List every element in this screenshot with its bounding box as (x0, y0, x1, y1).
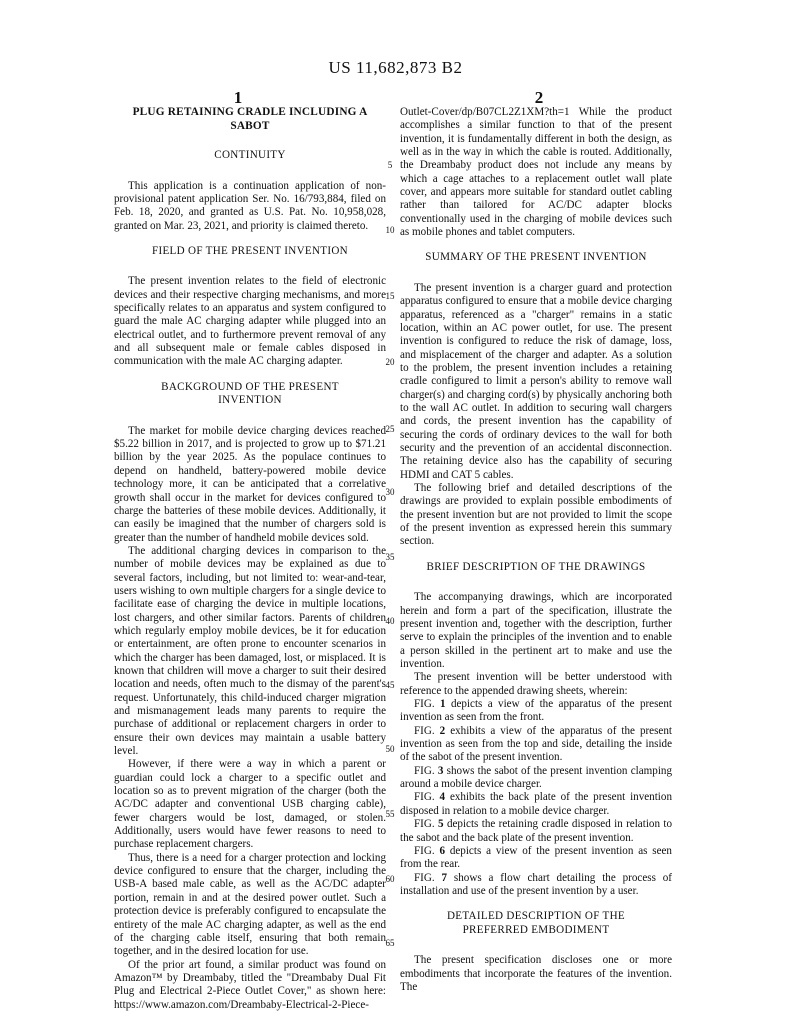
line-number: 65 (385, 938, 395, 948)
figure-text: exhibits the back plate of the present invention disposed in relation to a mobile device charger. (400, 791, 672, 817)
line-number: 35 (385, 552, 395, 562)
continuity-paragraph: This application is a continuation application of non-provisional patent application Ser. No. 16/793,884, filed on Feb. 18, 2020, and granted as U.S. Pat. No. 10,958,028, granted on Mar. 23, 2021, and priority is claimed thereto. (114, 179, 386, 232)
line-number: 25 (385, 424, 395, 434)
background-paragraph-1: The market for mobile device charging devices reached $5.22 billion in 2017, and is projected to grow up to $71.21 billion by the year 2025. As the populace continues to depend on handheld, battery-powered mobile device technology more, it can be anticipated that a correlative growth shall occur in the market for devices configured to charge the batteries of these mobile devices. Additionally, it can easily be imagined that the number of chargers sold is greater than the number of handheld mobile devices sold. (114, 424, 386, 544)
field-heading: FIELD OF THE PRESENT INVENTION (152, 244, 348, 257)
figure-text: shows the sabot of the present invention clamping around a mobile device charger. (400, 764, 672, 791)
line-number: 50 (385, 744, 395, 754)
figure-description (400, 818, 672, 845)
prior-art-continuation: Outlet-Cover/dp/B07CL2Z1XM?th=1 While the product accomplishes a similar function to that of the present invention, it is fundamentally different in both the design, as well as in the way in which the cable is routed. Additionally, the Dreambaby product does not include any means by which a cage attaches to a replacement outlet wall plate cover, and appears more suitable for standard outlet cabling rather than tailored for AC/DC adapter blocks conventionally used in the charging of mobile devices such as mobile phones and tablet computers. (400, 106, 672, 239)
continuity-heading: CONTINUITY (214, 149, 286, 161)
figure-text: depicts a view of the present invention as seen from the rear. (400, 844, 672, 871)
line-number: 20 (385, 357, 395, 367)
figure-number: 6 (439, 844, 446, 857)
right-column (400, 106, 672, 994)
background-heading-line-1: BACKGROUND OF THE PRESENT (161, 380, 339, 393)
patent-number: US 11,682,873 B2 (328, 58, 463, 77)
background-heading-line-2: INVENTION (218, 394, 282, 407)
summary-paragraph-1: The present invention is a charger guard and protection apparatus configured to ensure that a mobile device charging apparatus, referenced as a "charger" remains in a static location, within an AC power outlet, for use. The present invention is configured to reduce the risk of damage, loss, and misplacement of the charger and adapter. As a solution to the problem, the present invention includes a retaining cradle configured to limit a person's ability to remove wall charger(s) and charging cord(s) by physically anchoring both to the wall AC outlet. In addition to securing wall chargers and cords, the present invention has the capability of securing the cords of ordinary devices to the wall for both security and the prevention of an accidental disconnection. The retaining device also has the capability of securing HDMI and CAT 5 cables. (400, 281, 672, 481)
left-column (114, 106, 386, 1012)
summary-paragraph-2: The following brief and detailed descriptions of the drawings are provided to explain possible embodiments of the present invention but are not provided to limit the scope of the present invention as expressed herein this summary section. (400, 482, 672, 548)
line-number: 15 (385, 291, 395, 301)
line-number: 60 (385, 874, 395, 884)
figure-text: depicts a view of the apparatus of the present invention as seen from the front. (400, 698, 672, 724)
figure-description (400, 872, 672, 899)
figure-list (400, 698, 672, 898)
figure-number: 3 (437, 764, 444, 777)
figure-number: 5 (438, 818, 444, 831)
figure-text: depicts the retaining cradle disposed in relation to the sabot and the back plate of the present invention. (400, 818, 672, 844)
line-number: 5 (387, 160, 393, 170)
invention-title: PLUG RETAINING CRADLE INCLUDING A SABOT (132, 106, 368, 132)
detailed-description-heading-line-1: DETAILED DESCRIPTION OF THE (446, 910, 626, 923)
brief-description-heading: BRIEF DESCRIPTION OF THE DRAWINGS (426, 560, 646, 573)
figure-prefix: FIG. (414, 818, 439, 831)
right-column-number: 2 (534, 88, 544, 107)
figure-number: 1 (440, 698, 446, 711)
figure-text: exhibits a view of the apparatus of the present invention as seen from the top and side, detailing the inside of the sabot of the present invention. (400, 724, 672, 764)
figure-prefix: FIG. (414, 871, 442, 884)
figure-description (400, 791, 672, 818)
figure-prefix: FIG. (414, 844, 440, 857)
line-number: 40 (385, 616, 395, 626)
line-number: 10 (385, 225, 395, 235)
line-number: 55 (385, 809, 395, 819)
figure-number: 2 (439, 724, 446, 737)
summary-heading: SUMMARY OF THE PRESENT INVENTION (425, 251, 647, 264)
line-number: 30 (385, 487, 395, 497)
figure-prefix: FIG. (414, 764, 438, 777)
detailed-description-heading-line-2: PREFERRED EMBODIMENT (462, 923, 610, 936)
line-number: 45 (385, 680, 395, 690)
figure-description (400, 725, 672, 765)
figure-number: 7 (441, 871, 448, 884)
background-paragraph-2: The additional charging devices in comparison to the number of mobile devices may be explained as due to several factors, including, but not limited to: wear-and-tear, users wishing to own multiple chargers for a single device to facilitate ease of charging the device in multiple locations, lost chargers, and other similar factors. Parents of children which regularly employ mobile devices, be it for education or entertainment, are often prone to encounter scenarios in which the charger has been damaged, lost, or misplaced. It is known that children will move a charger to suit their desired location and needs, often much to the dismay of the parent's request. Unfortunately, this child-induced charger migration and mismanagement leads many parents to require the purchase of additional or replacement chargers in order to ensure their own devices may maintain a usable battery level. (114, 544, 386, 758)
figure-prefix: FIG. (414, 698, 441, 711)
background-paragraph-3: However, if there were a way in which a parent or guardian could lock a charger to a specific outlet and location so as to prevent migration of the charger (both the AC/DC adapter and conventional USB charging cable), fewer chargers would be lost, damaged, or stolen. Additionally, users would have fewer reasons to need to purchase replacement chargers. (114, 758, 386, 851)
figure-description (400, 845, 672, 872)
brief-paragraph-2: The present invention will be better understood with reference to the appended drawing sheets, wherein: (400, 671, 672, 697)
figure-number: 4 (439, 791, 446, 804)
left-column-number: 1 (233, 88, 243, 107)
figure-text: shows a flow chart detailing the process of installation and use of the present invention by a user. (400, 871, 672, 897)
figure-prefix: FIG. (414, 724, 440, 737)
figure-prefix: FIG. (414, 791, 440, 804)
figure-description (400, 698, 672, 725)
background-paragraph-4: Thus, there is a need for a charger protection and locking device configured to ensure that the charger, including the USB-A based male cable, as well as the AC/DC adapter portion, remain in and at the desired power outlet. Such a protection device is preferably configured to encapsulate the entirety of the male AC charging adapter, as well as the end of the charging cable itself, ensuring that both remain together, and in the desired location for use. (114, 851, 386, 958)
brief-paragraph-1: The accompanying drawings, which are incorporated herein and form a part of the specification, illustrate the present invention and, together with the description, further serve to explain the principles of the invention and to enable a person skilled in the pertinent art to make and use the invention. (400, 591, 672, 671)
figure-description (400, 765, 672, 792)
background-paragraph-5: Of the prior art found, a similar product was found on Amazon™ by Dreambaby, titled the "Dreambaby Dual Fit Plug and Electrical 2-Piece Outlet Cover," as shown here: https://www.amazon.com/Dreambaby-Electrical-2-Piece- (114, 958, 386, 1011)
field-paragraph: The present invention relates to the field of electronic devices and their respective charging mechanisms, and more specifically relates to an apparatus and system configured to guard the male AC charging adapter while plugged into an electrical outlet, and to furthermore prevent removal of any and all subsequent male or female cables disposed in communication with the male AC charging adapter. (114, 275, 386, 368)
detailed-paragraph-1: The present specification discloses one or more embodiments that incorporate the features of the invention. The (400, 954, 672, 993)
